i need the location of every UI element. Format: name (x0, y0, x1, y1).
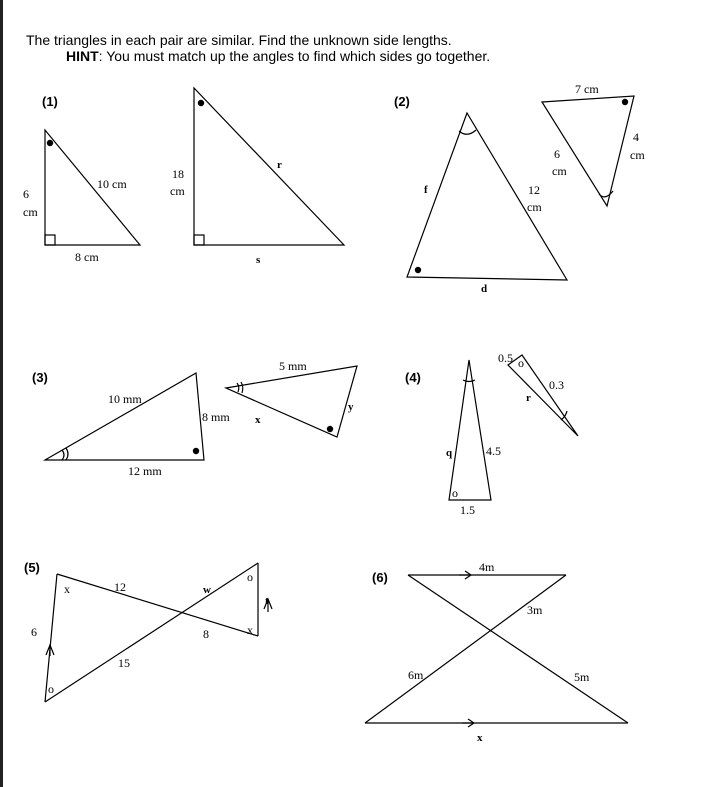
problem-2-label: (2) (394, 94, 410, 109)
p5-angle-o-left: o (48, 682, 54, 696)
p6-bottom-arrow-mark (462, 719, 474, 727)
p4-side-0-3: 0.3 (549, 378, 564, 392)
p6-diagonal-2 (365, 575, 566, 723)
p5-side-t: t (265, 595, 269, 607)
p2-large-angle-arc (459, 130, 476, 134)
p2-side-d: d (481, 283, 488, 295)
p5-side-12: 12 (114, 580, 126, 594)
p6-side-3m: 3m (527, 603, 543, 617)
problem-4-label: (4) (405, 370, 421, 385)
p6-diagonal-1 (408, 575, 628, 723)
problem-5 (24, 560, 272, 702)
problem-4 (405, 351, 578, 517)
p2-side-4-unit: cm (630, 148, 645, 162)
p2-side-12-unit: cm (527, 200, 542, 214)
p5-side-15: 15 (118, 656, 130, 670)
p3-side-5mm: 5 mm (279, 359, 307, 373)
p6-side-5m: 5m (574, 670, 590, 684)
p4-side-4-5: 4.5 (486, 444, 501, 458)
p5-line-lower-left-to-upper-right (45, 563, 258, 702)
p3-small-triangle (226, 366, 357, 437)
p1-side-8: 8 cm (75, 250, 99, 264)
p2-side-4: 4 (633, 130, 639, 144)
p1-small-right-angle-mark (45, 235, 55, 245)
p3-large-triangle (45, 373, 204, 460)
p5-angle-x-right: x (247, 623, 253, 637)
hint-text: : You must match up the angles to find which sides go together. (98, 48, 491, 64)
p4-side-q: q (446, 447, 453, 459)
p2-side-f: f (424, 184, 428, 196)
p3-small-dot-mark (327, 426, 333, 432)
p5-side-6: 6 (31, 625, 37, 639)
problem-3-label: (3) (32, 370, 48, 385)
problem-5-label: (5) (24, 560, 40, 575)
p1-side-6: 6 (23, 187, 29, 201)
p2-large-dot-mark (415, 267, 421, 273)
p1-side-18: 18 (172, 167, 184, 181)
problem-1-label: (1) (42, 94, 58, 109)
problem-2 (394, 82, 645, 295)
p4-side-0-5: 0.5 (498, 351, 513, 365)
hint-label: HINT (66, 48, 99, 64)
problem-1 (23, 88, 344, 266)
p4-small-o: o (518, 356, 524, 370)
p3-large-dot-mark (193, 448, 199, 454)
p2-large-triangle (407, 113, 567, 280)
p5-angle-o-right: o (247, 570, 253, 584)
p3-side-y: y (348, 401, 354, 413)
p3-side-10mm: 10 mm (108, 392, 142, 406)
p4-side-r: r (526, 392, 531, 404)
p5-side-w: w (203, 584, 211, 596)
p5-angle-x-left: x (64, 582, 70, 596)
problem-6-label: (6) (372, 570, 388, 585)
p3-small-angle-arcs (237, 382, 243, 393)
p4-tall-angle-arc (463, 380, 475, 382)
p6-side-4m: 4m (479, 560, 495, 574)
p5-side-8: 8 (203, 627, 209, 641)
p2-side-6-unit: cm (552, 164, 567, 178)
worksheet-title: The triangles in each pair are similar. Find the unknown side lengths. (26, 32, 452, 48)
problem-6 (365, 560, 628, 744)
p1-large-triangle (194, 88, 344, 245)
p4-tall-o: o (452, 486, 458, 500)
p1-side-10: 10 cm (97, 177, 127, 191)
p1-side-r: r (277, 159, 282, 171)
p1-large-right-angle-mark (194, 235, 204, 245)
p2-side-7: 7 cm (575, 82, 599, 96)
p2-side-12: 12 (528, 183, 540, 197)
p6-side-6m: 6m (408, 668, 424, 682)
p3-side-x: x (255, 414, 261, 426)
p1-side-18-unit: cm (170, 184, 185, 198)
problem-3 (32, 359, 357, 478)
p6-side-x: x (477, 732, 483, 744)
p1-side-6-unit: cm (23, 205, 38, 219)
p5-left-arrow-mark (46, 645, 54, 656)
p6-top-arrow-mark (459, 571, 471, 579)
p3-side-8mm: 8 mm (202, 410, 230, 424)
p1-large-dot-mark (198, 100, 204, 106)
p2-small-dot-mark (622, 99, 628, 105)
p1-small-dot-mark (47, 140, 53, 146)
p2-side-6: 6 (554, 147, 560, 161)
p1-side-s: s (256, 254, 261, 266)
p4-side-1-5: 1.5 (460, 503, 475, 517)
p3-side-12mm: 12 mm (128, 464, 162, 478)
